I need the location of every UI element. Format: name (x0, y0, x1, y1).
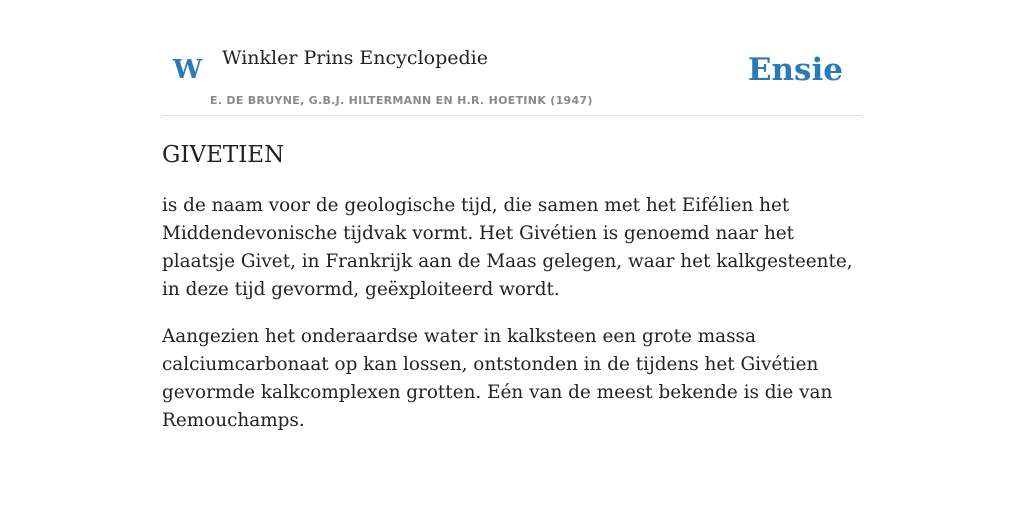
entry-paragraph: is de naam voor de geologische tijd, die samen met het Eifélien het Middendevonische tijdvak vormt. Het Givétien is genoemd naar het plaatsje Givet, in Frankrijk aan de Maas gelegen, waar het kalkgesteente, in deze tijd gevormd, geëxploiteerd wordt. (162, 195, 853, 300)
entry-paragraph: Aangezien het onderaardse water in kalksteen een grote massa calciumcarbonaat op kan lossen, ontstonden in de tijdens het Givétien gevormde kalkcomplexen grotten. Eén van de meest bekende is die van Remouchamps. (162, 326, 833, 431)
ensie-logo[interactable]: Ensie (747, 52, 843, 88)
authors-line: E. DE BRUYNE, G.B.J. HILTERMANN EN H.R. HOETINK (1947) (210, 94, 593, 107)
entry-body (162, 192, 862, 454)
publication-title[interactable]: Winkler Prins Encyclopedie (222, 47, 488, 69)
encyclopedia-logo[interactable]: W (173, 55, 203, 85)
header-divider (162, 115, 862, 116)
entry-title: GIVETIEN (162, 142, 285, 168)
